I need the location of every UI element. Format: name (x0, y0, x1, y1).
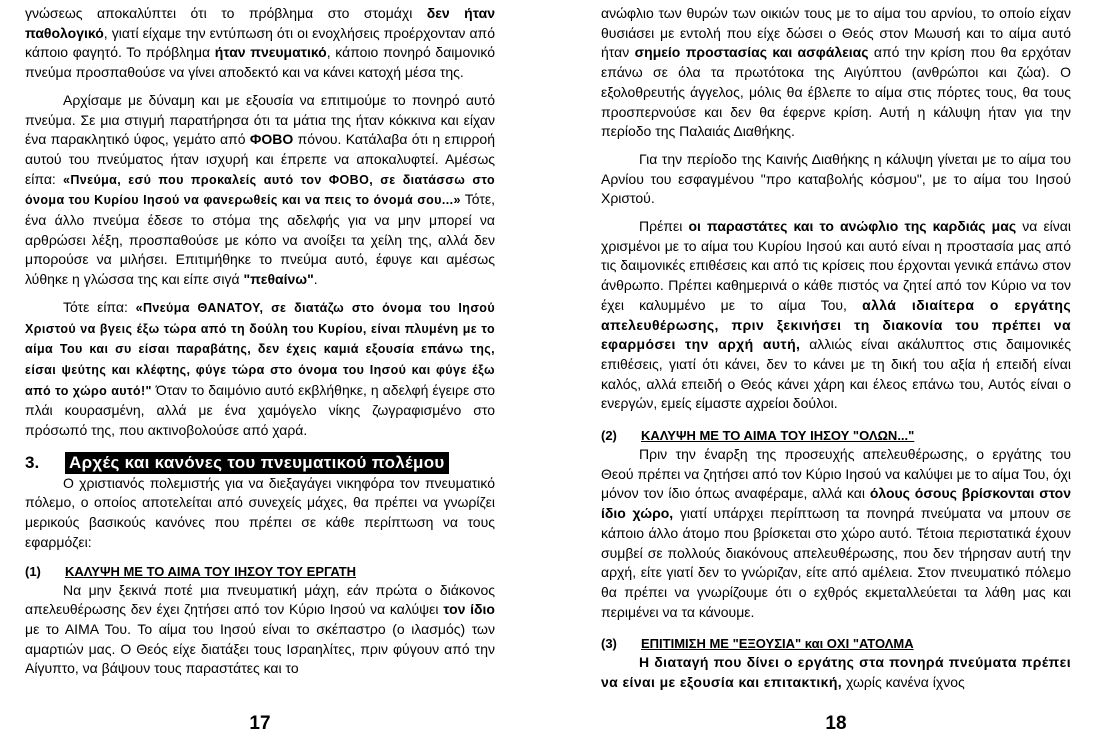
paragraph: Για την περίοδο της Καινής Διαθήκης η κάλυψη γίνεται με το αίμα του Αρνίου του εσφαγμένου "προ καταβολής κόσμου", με το αίμα του Ιησού Χριστού. (601, 150, 1071, 207)
right-page (551, 0, 1101, 747)
paragraph: Πρέπει οι παραστάτες και το ανώφλιο της καρδιάς μας να είναι χρισμένοι με το αίμα του Κυρίου Ιησού και αυτό είναι η προστασία μας από τις δαιμονικές επιθέσεις και από τις κρίσεις που έρχονται γενικά επάνω στον άνθρωπο. Πρέπει καθημερινά ο κάθε πιστός να ζητεί από τον Κύριο να τον έχει καλυμμένο με το αίμα Του, αλλά ιδιαίτερα ο εργάτης απελευθέρωσης, πριν ξεκινήσει τη διακονία του πρέπει να εφαρμόσει την αρχή αυτή, αλλιώς είναι ακάλυπτος στις δαιμονικές επιθέσεις, γιατί ότι κάνει, δεν το κάνει με τη δική του αξία ή επειδή είναι καλός, αλλά επειδή ο Θεός κάνει χάρη και έλεος επάνω του, Αυτός είναι ο ενεργών, εμείς είμαστε αχρείοι δούλοι. (601, 218, 1071, 412)
subsection-title: ΚΑΛΥΨΗ ΜΕ ΤΟ ΑΙΜΑ ΤΟΥ ΙΗΣΟΥ ΤΟΥ ΕΡΓΑΤΗ (65, 563, 357, 579)
subsection-heading (601, 634, 1071, 653)
paragraph: ανώφλιο των θυρών των οικιών τους με το αίμα του αρνίου, το οποίο είχαν θυσιάσει με εντολή που είχε δώσει ο Θεός στον Μωυσή και το αίμα αυτό ήταν σημείο προστασίας και ασφάλειας από την κρίση που θα ερχόταν επάνω σε όλα τα πρωτότοκα της Αιγύπτου (ανθρώποι και ζώα). Ο εξολοθρευτής άγγελος, μόλις θα έβλεπε το αίμα στις πόρτες τους, θα τους προσπερνούσε και δεν θα έφερνε κρίση. Αυτή η κάλυψη ήταν για την περίοδο της Παλαιάς Διαθήκης. (601, 5, 1071, 140)
paragraph: Αρχίσαμε με δύναμη και με εξουσία να επιτιμούμε το πονηρό αυτό πνεύμα. Σε μια στιγμή παρατήρησα ότι τα μάτια της ήταν κόκκινα και είχαν ένα παρακλητικό ύφος, γεμάτο από ΦΟΒΟ πόνου. Κατάλαβα ότι η επιρροή αυτού του πνεύματος ήταν ισχυρή και έπρεπε να αποκαλυφτεί. Αμέσως είπα: «Πνεύμα, εσύ που προκαλείς αυτό τον ΦΟΒΟ, σε διατάσσω στο όνομα του Κυρίου Ιησού να φανερωθείς και να πεις το όνομά σου...» Τότε, ένα άλλο πνεύμα έδεσε το στόμα της αδελφής για να μην μπορεί να αρθρώσει λέξη, προσπαθούσε με κόπο να ανοίξει τα χείλη της, αλλά δεν μπορούσε να μιλήσει. Επιτιμήθηκε το πνεύμα αυτό, έφυγε και αμέσως λύθηκε η γλώσσα της και είπε σιγά "πεθαίνω". (25, 91, 496, 288)
subsection-number: (1) (25, 563, 41, 579)
subsection-title: ΕΠΙΤΙΜΙΣΗ ΜΕ "ΕΞΟΥΣΙΑ" και ΟΧΙ "ΑΤΟΛΜΑ (641, 636, 914, 652)
paragraph: Πριν την έναρξη της προσευχής απελευθέρωσης, ο εργάτης του Θεού πρέπει να ζητήσει από τον Κύριο Ιησού να καλύψει με το αίμα Του, όχι μόνον τον ίδιο όπως αναφέραμε, αλλά και όλους όσους βρίσκονται στον ίδιο χώρο, γιατί υπάρχει περίπτωση τα πονηρά πνεύματα να μπουν σε κάποιο άλλο άτομο που βρίσκεται στο χώρο αυτό. Τέτοια περιστατικά έχουν συμβεί σε πολλούς διακόνους απελευθέρωσης, που δεν τήρησαν αυτή την αρχή, είτε γιατί δεν το γνώριζαν, είτε από αμέλεια. Στον πνευματικό πόλεμο θα πρέπει να γνωρίζουμε ότι ο εχθρός εκμεταλλεύεται τα λάθη μας και περιμένει να τα κάνουμε. (601, 446, 1072, 620)
subsection-heading (25, 562, 495, 581)
paragraph: Ο χριστιανός πολεμιστής για να διεξαγάγει νικηφόρα τον πνευματικό πόλεμο, ο οποίος αποτελείται από συνεχείς μάχες, θα πρέπει να γνωρίζει μερικούς βασικούς κανόνες που πρέπει σε κάθε περίπτωση να τους εφαρμόζει: (25, 474, 495, 550)
paragraph: Τότε είπα: «Πνεύμα ΘΑΝΑΤΟΥ, σε διατάζω στο όνομα του Ιησού Χριστού να βγεις έξω τώρα από τη δούλη του Κυρίου, είναι πλυμένη με το αίμα Του και συ είσαι παραβάτης, δεν έχεις καμιά εξουσία επάνω της, είσαι ψεύτης και κλέφτης, φύγε τώρα στο όνομα του Ιησού και φύγε έξω από το χώρο αυτό!" Όταν το δαιμόνιο αυτό εκβλήθηκε, η αδελφή έγειρε στο πλάι κουρασμένη, αλλά με ένα χαμόγελο νίκης ζωγραφισμένο στο πρόσωπό της, που ακτινοβολούσε από χαρά. (25, 298, 495, 439)
section-number: 3. (25, 452, 40, 472)
subsection-heading (601, 426, 1071, 445)
subsection-number: (2) (601, 428, 617, 444)
left-page (0, 0, 550, 747)
page-number: 17 (249, 713, 271, 734)
right-text-column (601, 4, 1071, 693)
paragraph: Να μην ξεκινά ποτέ μια πνευματική μάχη, εάν πρώτα ο διάκονος απελευθέρωσης δεν έχει ζητήσει από τον Κύριο Ιησού να καλύψει τον ίδιο με το ΑΙΜΑ Του. Το αίμα του Ιησού είναι το σκέπαστρο (ο ιλασμός) των αμαρτιών μας. Ο Θεός είχε διατάξει τους Ισραηλίτες, πριν φύγουν από την Αίγυπτο, να βάψουν τους παραστάτες και το (25, 581, 495, 677)
left-text-column (25, 4, 495, 679)
paragraph: γνώσεως αποκαλύπτει ότι το πρόβλημα στο στομάχι δεν ήταν παθολογικό, γιατί είχαμε την εντύπωση ότι οι ενοχλήσεις προέρχονταν από κάποιο φαγητό. Το πρόβλημα ήταν πνευματικό, κάποιο πονηρό δαιμονικό πνεύμα προσπαθούσε να γίνει αποδεκτό και να κάνει κατοχή μέσα της. (25, 5, 495, 81)
page-number: 18 (825, 713, 847, 734)
paragraph: Η διαταγή που δίνει ο εργάτης στα πονηρά πνεύματα πρέπει να είναι με εξουσία και επιτακτική, χωρίς κανένα ίχνος (601, 654, 1071, 691)
section-title: Αρχές και κανόνες του πνευματικού πολέμου (65, 452, 449, 474)
subsection-title: ΚΑΛΥΨΗ ΜΕ ΤΟ ΑΙΜΑ ΤΟΥ ΙΗΣΟΥ "ΟΛΩΝ..." (641, 428, 915, 444)
section-heading (25, 452, 495, 474)
subsection-number: (3) (601, 636, 617, 652)
